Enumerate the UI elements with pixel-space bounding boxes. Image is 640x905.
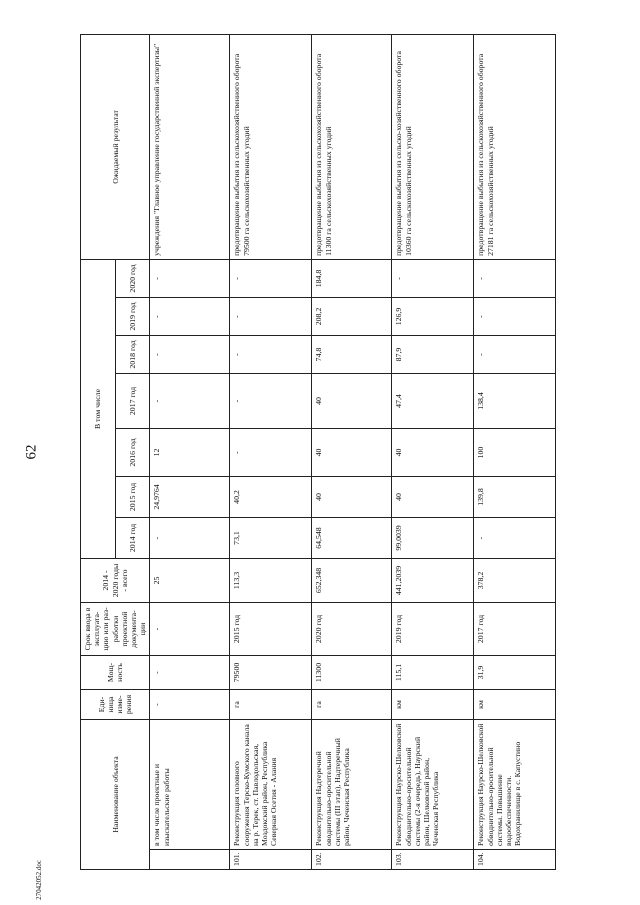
capacity-cell: 31,9	[474, 656, 556, 690]
table-row	[312, 34, 392, 869]
year-2014-cell: -	[150, 518, 230, 559]
year-2019-cell: 208,2	[312, 298, 392, 336]
object-name: в том числе проектные и изыскательские работы	[150, 720, 230, 850]
year-2014-cell: 64,548	[312, 518, 392, 559]
unit-cell: -	[150, 690, 230, 720]
header-year-2015: 2015 год	[115, 477, 150, 518]
year-2016-cell: 40	[392, 429, 474, 477]
object-name: Реконструкция Надтеречной оводнительно-оросительной системы (III этап), Надтеречный район, Чеченская Республика	[312, 720, 392, 850]
year-2018-cell: 74,8	[312, 336, 392, 374]
year-2018-cell: -	[230, 336, 312, 374]
year-2016-cell: 100	[474, 429, 556, 477]
unit-cell: км	[392, 690, 474, 720]
deadline-cell: 2015 год	[230, 603, 312, 656]
year-2017-cell: -	[230, 374, 312, 429]
year-2019-cell: -	[474, 298, 556, 336]
year-2017-cell: 138,4	[474, 374, 556, 429]
year-2020-cell: -	[392, 259, 474, 297]
object-name: Реконструкция головного сооружения Терско-Кумского канала на р. Терек, ст. Павлодольская, Моздокский район, Республика Северная Осетия - Алания	[230, 720, 312, 850]
deadline-cell: 2020 год	[312, 603, 392, 656]
year-2015-cell: 40,2	[230, 477, 312, 518]
year-2018-cell: -	[150, 336, 230, 374]
deadline-cell: 2019 год	[392, 603, 474, 656]
header-including: В том числе	[81, 259, 116, 558]
year-2015-cell: 40	[312, 477, 392, 518]
year-2019-cell: -	[230, 298, 312, 336]
capacity-cell: 115,1	[392, 656, 474, 690]
header-total: 2014 - 2020 годы - всего	[81, 559, 150, 603]
result-cell: предотвращение выбытия из сельскохозяйственного оборота 79500 га сельскохозяйственных угодий	[230, 34, 312, 259]
year-2018-cell: -	[474, 336, 556, 374]
table-row	[392, 34, 474, 869]
deadline-cell: 2017 год	[474, 603, 556, 656]
result-cell: предотвращение выбытия из сельскохозяйственного оборота 11300 га сельскохозяйственных угодий	[312, 34, 392, 259]
year-2017-cell: 40	[312, 374, 392, 429]
total-cell: 378,2	[474, 559, 556, 603]
year-2016-cell: 40	[312, 429, 392, 477]
year-2020-cell: -	[230, 259, 312, 297]
total-cell: 441,2039	[392, 559, 474, 603]
rotated-table-wrapper	[80, 35, 600, 870]
year-2016-cell: 12	[150, 429, 230, 477]
header-year-2018: 2018 год	[115, 336, 150, 374]
result-cell: учреждения "Главное управление государственной экспертизы"	[150, 34, 230, 259]
header-year-2014: 2014 год	[115, 518, 150, 559]
year-2014-cell: 99,0039	[392, 518, 474, 559]
table-row	[150, 34, 230, 869]
year-2017-cell: 47,4	[392, 374, 474, 429]
row-number: 103.	[392, 850, 474, 870]
total-cell: 652,348	[312, 559, 392, 603]
unit-cell: га	[312, 690, 392, 720]
result-cell: предотвращение выбытия из сельскохозяйственного оборота 27181 га сельскохозяйственных угодий	[474, 34, 556, 259]
year-2015-cell: 40	[392, 477, 474, 518]
table-row	[230, 34, 312, 869]
capacity-cell: 11300	[312, 656, 392, 690]
row-number	[150, 850, 230, 870]
year-2017-cell: -	[150, 374, 230, 429]
footer-doc-code: 27042052.doc	[35, 860, 43, 900]
year-2018-cell: 87,9	[392, 336, 474, 374]
header-year-2020: 2020 год	[115, 259, 150, 297]
page-number: 62	[23, 444, 40, 460]
year-2020-cell: 184,8	[312, 259, 392, 297]
object-name: Реконструкция Наурско-Шелковской обводнительно-оросительной системы. Повышение водообеспеченности. Водохранилище в с. Капустино	[474, 720, 556, 850]
header-deadline: Срок ввода в эксплуата-цию или раз-работки проектной документа-ции	[81, 603, 150, 656]
total-cell: 25	[150, 559, 230, 603]
year-2014-cell: 73,1	[230, 518, 312, 559]
header-year-2016: 2016 год	[115, 429, 150, 477]
year-2016-cell: -	[230, 429, 312, 477]
unit-cell: га	[230, 690, 312, 720]
row-number: 102.	[312, 850, 392, 870]
capacity-cell: -	[150, 656, 230, 690]
year-2015-cell: 24,9764	[150, 477, 230, 518]
year-2019-cell: 126,9	[392, 298, 474, 336]
year-2014-cell: -	[474, 518, 556, 559]
result-cell: предотвращение выбытия из сельско-хозяйственного оборота 10360 га сельскохозяйственных угодий	[392, 34, 474, 259]
year-2020-cell: -	[474, 259, 556, 297]
capacity-cell: 79500	[230, 656, 312, 690]
row-number: 101.	[230, 850, 312, 870]
header-unit: Еди-ница изме-рения	[81, 690, 150, 720]
objects-table	[80, 34, 556, 870]
table-row	[474, 34, 556, 869]
total-cell: 113,3	[230, 559, 312, 603]
object-name: Реконструкция Наурско-Шелковской обводнительно-оросительной системы (2-я очередь), Наурский район, Шелковской район, Чеченская Республика	[392, 720, 474, 850]
header-capacity: Мощ-ность	[81, 656, 150, 690]
header-year-2017: 2017 год	[115, 374, 150, 429]
header-row-1	[81, 34, 116, 869]
unit-cell: км	[474, 690, 556, 720]
table-body	[150, 34, 556, 869]
year-2015-cell: 139,8	[474, 477, 556, 518]
year-2020-cell: -	[150, 259, 230, 297]
year-2019-cell: -	[150, 298, 230, 336]
header-name: Наименование объекта	[81, 720, 150, 870]
deadline-cell: -	[150, 603, 230, 656]
row-number: 104.	[474, 850, 556, 870]
header-year-2019: 2019 год	[115, 298, 150, 336]
header-result: Ожидаемый результат	[81, 34, 150, 259]
